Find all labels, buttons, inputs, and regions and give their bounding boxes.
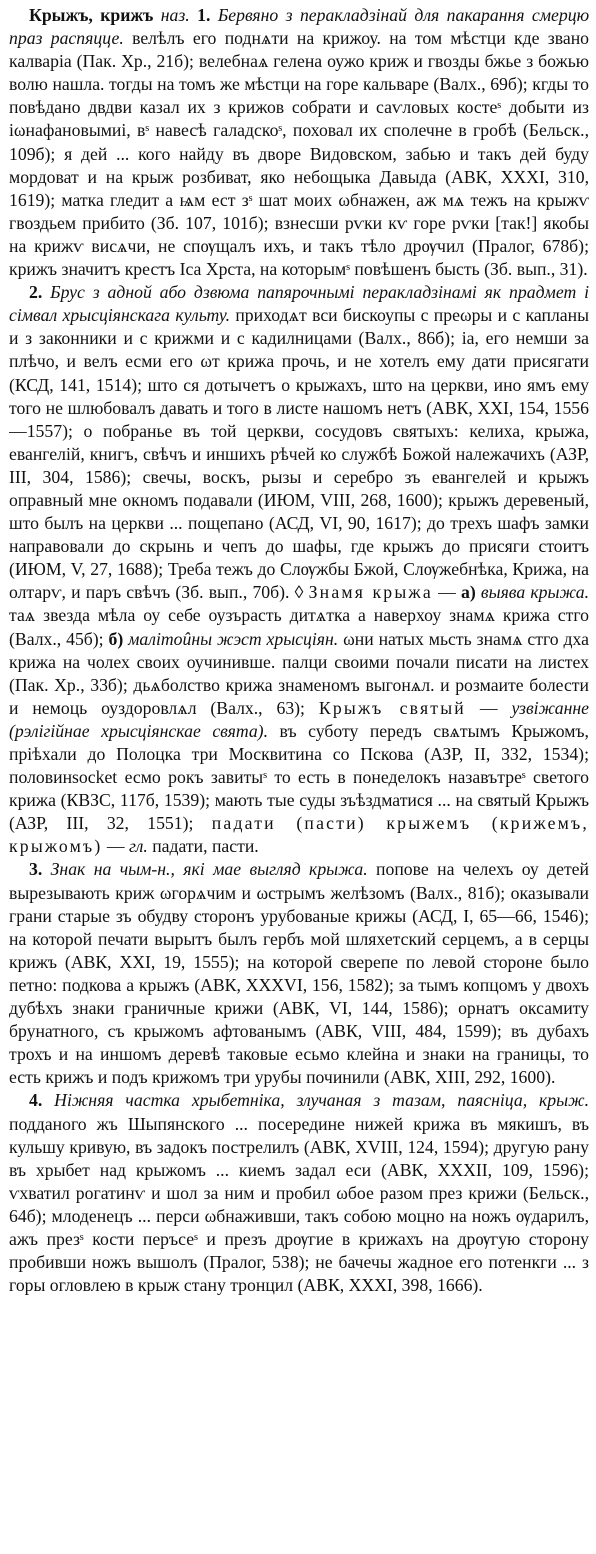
phrase-dash: — (432, 582, 461, 603)
grammar-label: наз. (160, 5, 190, 25)
sense-number: 3. (29, 859, 43, 880)
sense-2-paragraph (9, 281, 589, 858)
phrase-headword: Крыжъ святый (318, 697, 466, 718)
phrase-dash: — (465, 697, 512, 718)
subsense-examples: ωни натых мьсть знамѧ стго дха крижа на чолех своих оучинивше. палци своими почали писати на листех (Пак. Хр., 33б); дьѧболство крижа знаменомъ выгонѧл. и розмаите болести и немоць оуздоровлѧл (Валх., 63); (9, 628, 589, 718)
phrase-dash: — (102, 836, 129, 857)
sense-number: 4. (29, 1090, 43, 1111)
sense-definition: Брус з адной або дзвюма папярочнымі перакладзінамі як прадмет і сімвал хрысціянскага культу. (9, 282, 589, 326)
sense-1-paragraph (9, 4, 589, 281)
sense-definition: Знак на чым-н., які мае выгляд крыжа. (50, 859, 368, 880)
sense-4-paragraph (9, 1089, 589, 1297)
sense-3-paragraph (9, 858, 589, 1089)
grammar-label: гл. (128, 836, 148, 857)
sense-definition: Ніжняя частка хрыбетніка, злучаная з тазам, паясніца, крыж. (54, 1090, 589, 1111)
sense-examples: велѣлъ его поднѧти на крижоу. на том мѣстци кде звано калваріа (Пак. Хр., 21б); велебнаѧ гелена оужо криж и гвозды бжье з божью волю нашла. тогды на томъ же мѣстци на горе кальваре (Валх., 69б); кгды то повѣдано двдви казал их з крижов собрати и саѵловых костеˢ добыти из іωнафановымиі, вˢ навесѣ галадскоˢ, поховал их сполечне в гробѣ (Бельск., 109б); я дей ... кого найду въ дворе Видовском, забью и такъ дей буду мордоват и на крыж розбиват, яко небощыка Давыда (АВК, XXXI, 310, 1619); матка гледит а ѩм ест зˢ шат моих ωбнажен, аж мѧ тежъ на крыжѵ гвоздьем прибито (Зб. 107, 101б); взнесши рѵки кѵ горе рѵки [так!] якобы на крижѵ висѧчи, не спѹщалъ ихъ, и такъ тѣло дрѹчил (Пралог, 678б); крижъ значитъ крестъ Іса Хрста, на которымˢ повѣшенъ бысть (Зб. вып., 31). (9, 28, 589, 280)
phrase-headword: падати (пасти) крыжемъ (крижемъ, крыжомъ) (9, 813, 589, 857)
phrase-gloss: падати, пасти. (147, 836, 259, 857)
subsense-examples: таѧ звезда мѣла оу себе оузърасть дитѧтка а наверхоу знамѧ крижа стго (Валх., 45б); (9, 605, 589, 649)
subsense-definition: выява крыжа. (475, 582, 589, 603)
subsense-label: а) (461, 582, 476, 603)
sense-number: 1. (197, 5, 211, 25)
subsense-definition: малітоûны жэст хрысціян. (123, 628, 339, 649)
subsense-label: б) (108, 628, 124, 649)
sense-examples: приходѧт вси бискоупы с преωры и с капланы и з законники и с крижми и с кадилницами (Валх., 86б); іа, его немши за плѣчо, и велъ есми его ωт крижа прочь, и не хотелъ ему дати присягати (КСД, 141, 1514); што ся дотычетъ о крыжахъ, што на церкви, ино ямъ ему того не шлюбовалъ давать и того в листе нашомъ нетъ (АВК, XXI, 154, 1556—1557); о побранье въ той церкви, сосудовъ святыхъ: келиха, крыжа, евангелій, книгъ, свѣчъ и иншихъ рѣчей ко службѣ Божой належачихъ (АЗР, III, 304, 1586); свечы, воскъ, рызы и серебро зъ евангелей и крыжъ оправный мне окномъ подавали (ИЮМ, VIII, 268, 1600); крыжъ деревеный, што былъ на церкви ... пощепано (АСД, VI, 90, 1617); до трехъ шафъ замки направовали до скрынь и чепъ до шафы, где крыжъ до присяги стоитъ (ИЮМ, V, 27, 1688); Треба тежъ до Слѹжбы Бжой, Слѹжебнѣка, Крижа, на олтарѵ, и паръ свѣчъ (Зб. вып., 70б). ◊ (9, 305, 589, 603)
phrase-definition: узвіжанне (рэлігійнае хрысціянскае свята). (9, 697, 589, 741)
sense-number: 2. (29, 282, 43, 303)
headword: Крыжъ, крижъ (29, 5, 154, 25)
sense-examples: подданого жъ Шыпянского ... посередине нижей крижа въ мякишъ, въ кульшу кривую, въ задокъ пострелилъ (АВК, XVIII, 124, 1594); другую рану въ хрыбет над крыжомъ ... киемъ задал еси (АВК, XXXII, 109, 1596); ѵхватил рогатинѵ и шол за ним и пробил ωбое разом през крижи (Бельск., 64б); млоденецъ ... перси ωбнаживши, такъ собою моцно на ножъ ѹдарилъ, ажъ презˢ кости перъсеˢ и презъ дрѹгие в крижахъ на дрѹгую сторону пробивши ножъ вышолъ (Пралог, 538); не бачечы жадное его потенкги ... з горы огловлею в крыж стану тронцил (АВК, XXXI, 398, 1666). (9, 1113, 589, 1296)
sense-definition: Бервяно з перакладзінай для пакарання смерцю праз распяцце. (9, 5, 589, 49)
phrase-examples: въ суботу передъ свѧтымъ Крыжомъ, пріѣхали до Полоцка три Москвитина со Пскова (АЗР, II, 332, 1534); половинsocket есмо рокъ завитыˢ то есть в понеделокъ назавътреˢ светого крижа (КВЗС, 117б, 1539); мають тые суды зъѣздматися ... на святый Крыжъ (АЗР, III, 32, 1551); (9, 720, 589, 834)
sense-examples: попове на челехъ оу детей вырезывають криж ωгорѧчим и ωстрымъ желѣзомъ (Валх., 81б); оказывали грани старые зъ обудву сторонъ урубованые крижы (АСД, I, 65—66, 1546); на которой печати вырытъ былъ гербъ мой шляхетский серцемъ, а в серцы крижъ (АВК, XXI, 19, 1555); на которой сверепе по левой стороне было петно: подкова а крыжъ (АВК, XXXVI, 156, 1582); за тымъ копцомъ у двохъ дубѣхъ знаки граничные крижи (АВК, VI, 144, 1586); орнатъ оксамиту брунатного, съ крыжомъ афтованымъ (АВК, VIII, 484, 1599); въ дубахъ трохъ и на иншомъ деревѣ таковые есьмо клейна и знаки на границы, то есть крижъ и подъ крижомъ три урубы починили (АВК, XIII, 292, 1600). (9, 859, 589, 1088)
phrase-headword: Знамя крыжа (308, 582, 433, 603)
dictionary-page (9, 4, 589, 1548)
